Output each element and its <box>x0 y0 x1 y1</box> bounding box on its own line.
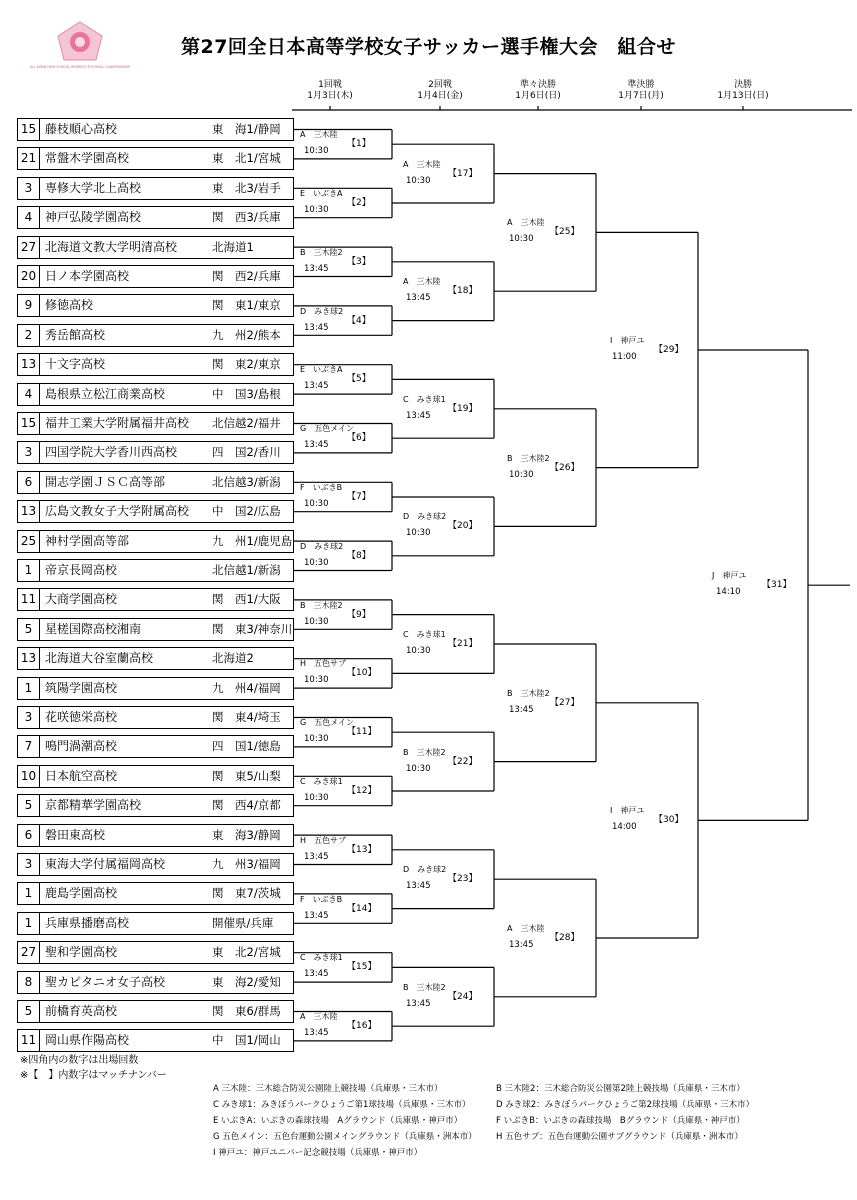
team-appearance-count: 1 <box>18 913 40 934</box>
match-time: 10:30 <box>406 763 431 774</box>
round-name: 2回戦 <box>428 80 452 90</box>
team-name: 神村学園高等部 <box>45 533 130 548</box>
match-number: 【21】 <box>448 639 478 649</box>
match-time: 13:45 <box>509 940 534 950</box>
match-time: 10:30 <box>304 146 329 157</box>
match-venue: C みき球1 <box>300 777 343 786</box>
match-venue: G 五色メイン <box>300 424 355 434</box>
team-region: 北海道1 <box>212 239 254 254</box>
match-venue: F いぶきB <box>300 894 343 904</box>
team-name: 福井工業大学附属福井高校 <box>45 416 190 430</box>
team-appearance-count: 5 <box>18 795 40 816</box>
team-appearance-count: 3 <box>18 854 40 875</box>
match-time: 13:45 <box>509 704 534 715</box>
team-region: 九 州4/福岡 <box>212 680 281 695</box>
venue-legend-item: G 五色メイン：五色台運動公園メイングラウンド（兵庫県・洲本市） <box>213 1132 477 1142</box>
venue-legend-item: H 五色サブ：五色台運動公園サブグラウンド（兵庫県・洲本市） <box>496 1132 743 1142</box>
team-appearance-count: 4 <box>18 207 40 228</box>
match-time: 13:45 <box>304 381 329 392</box>
team-name: 日ノ本学園高校 <box>45 269 130 283</box>
match-time: 13:45 <box>304 969 329 980</box>
team-appearance-count: 9 <box>18 295 40 316</box>
team-name: 前橋育英高校 <box>45 1004 118 1018</box>
team-name: 北海道大谷室蘭高校 <box>45 651 154 666</box>
team-region: 関 東7/茨城 <box>212 886 281 901</box>
team-name: 十文字高校 <box>45 357 106 372</box>
match-venue: C みき球1 <box>300 953 343 963</box>
match-time: 13:45 <box>406 998 431 1009</box>
venue-legend-item: A 三木陸：三木総合防災公園陸上競技場（兵庫県・三木市） <box>213 1084 443 1094</box>
team-name: 神戸弘陵学園高校 <box>45 210 142 225</box>
match-time: 13:45 <box>304 910 329 921</box>
match-time: 11:00 <box>612 352 637 362</box>
match-number: 【14】 <box>347 903 377 914</box>
match-venue: D みき球2 <box>403 865 447 875</box>
team-region: 東 北2/宮城 <box>212 945 281 960</box>
team-appearance-count: 6 <box>18 825 40 846</box>
match-number: 【17】 <box>448 168 478 179</box>
round-date: 1月13日(日) <box>717 91 769 101</box>
team-region: 関 西4/京都 <box>212 798 281 813</box>
match-time: 10:30 <box>304 734 329 745</box>
match-time: 10:30 <box>304 675 329 686</box>
match-venue: B 三木陸2 <box>507 453 550 463</box>
team-region: 四 国1/徳島 <box>212 739 281 754</box>
match-venue: J 神戸ユ <box>712 571 747 581</box>
page-title: 第27回全日本高等学校女子サッカー選手権大会 組合せ <box>180 36 677 58</box>
match-number: 【4】 <box>347 315 371 326</box>
match-venue: I 神戸ユ <box>610 336 645 345</box>
team-appearance-count: 5 <box>18 619 40 640</box>
match-number: 【7】 <box>347 492 371 502</box>
team-name: 磐田東高校 <box>45 827 106 842</box>
team-appearance-count: 1 <box>18 883 40 904</box>
logo-text: ALL JAPAN HIGH SCHOOL WOMEN'S FOOTBALL CHAMPIONSHIP <box>30 65 130 69</box>
team-appearance-count: 27 <box>18 942 40 963</box>
match-time: 10:30 <box>406 175 431 186</box>
match-time: 10:30 <box>509 234 534 245</box>
team-name: 筑陽学園高校 <box>45 680 118 695</box>
match-number: 【28】 <box>550 933 580 943</box>
venue-legend-item: I 神戸ユ：神戸ユニバー記念競技場（兵庫県・神戸市） <box>213 1148 423 1158</box>
team-region: 九 州3/福岡 <box>212 857 281 871</box>
team-region: 関 東6/群馬 <box>212 1004 281 1018</box>
team-name: 広島文教女子大学附属高校 <box>45 504 190 519</box>
match-time: 13:45 <box>304 322 329 333</box>
team-region: 九 州2/熊本 <box>212 327 281 342</box>
team-name: 京都精華学園高校 <box>45 798 142 813</box>
match-number: 【2】 <box>347 198 371 208</box>
match-time: 13:45 <box>304 1028 329 1039</box>
team-appearance-count: 8 <box>18 972 40 993</box>
team-name: 開志学園ＪＳＣ高等部 <box>45 474 166 489</box>
match-venue: G 五色メイン <box>300 718 355 728</box>
match-number: 【24】 <box>448 991 478 1002</box>
team-region: 中 国2/広島 <box>212 504 281 519</box>
match-venue: A 三木陸 <box>300 130 338 140</box>
match-venue: B 三木陸2 <box>403 747 446 757</box>
match-venue: H 五色サブ <box>300 659 347 669</box>
match-number: 【25】 <box>550 227 580 238</box>
team-appearance-count: 1 <box>18 560 40 581</box>
venue-legend-item: C みき球1：みきぼうパークひょうご第1球技場（兵庫県・三木市） <box>213 1100 471 1110</box>
team-name: 岡山県作陽高校 <box>45 1033 130 1048</box>
match-venue: B 三木陸2 <box>300 247 343 257</box>
team-name: 聖カピタニオ女子高校 <box>45 974 166 989</box>
team-name: 修徳高校 <box>45 298 94 313</box>
match-number: 【5】 <box>347 374 371 385</box>
match-number: 【26】 <box>550 462 580 473</box>
team-appearance-count: 10 <box>18 766 40 787</box>
match-time: 10:30 <box>509 469 534 480</box>
match-time: 10:30 <box>406 646 431 656</box>
match-number: 【10】 <box>347 668 377 679</box>
team-region: 開催県/兵庫 <box>212 915 274 930</box>
match-number: 【6】 <box>347 433 371 444</box>
team-region: 九 州1/鹿児島 <box>212 533 293 548</box>
team-region: 東 北3/岩手 <box>212 180 281 195</box>
team-region: 北信越1/新潟 <box>212 563 281 577</box>
venue-legend-item: D みき球2：みきぼうパークひょうご第2球技場（兵庫県・三木市） <box>496 1100 755 1110</box>
team-region: 四 国2/香川 <box>212 445 281 460</box>
team-region: 関 東2/東京 <box>212 357 281 372</box>
match-number: 【11】 <box>347 727 377 738</box>
team-appearance-count: 5 <box>18 1001 40 1022</box>
note-match-number: ※【 】内数字はマッチナンバー <box>20 1070 167 1081</box>
team-region: 東 海1/静岡 <box>212 122 281 136</box>
team-region: 関 東4/埼玉 <box>212 710 281 724</box>
match-venue: I 神戸ユ <box>610 806 645 816</box>
match-number: 【30】 <box>654 815 684 826</box>
match-venue: D みき球2 <box>403 512 447 522</box>
team-name: 常盤木学園高校 <box>45 151 130 166</box>
team-appearance-count: 21 <box>18 148 40 169</box>
round-name: 準決勝 <box>627 80 655 90</box>
match-venue: H 五色サブ <box>300 835 347 845</box>
team-appearance-count: 3 <box>18 707 40 728</box>
team-region: 北信越3/新潟 <box>212 474 281 489</box>
team-region: 関 東3/神奈川 <box>212 621 293 636</box>
match-number: 【27】 <box>550 697 580 708</box>
round-date: 1月4日(金) <box>417 91 463 101</box>
team-name: 帝京長岡高校 <box>45 563 118 577</box>
match-time: 10:30 <box>304 499 329 509</box>
team-appearance-count: 2 <box>18 325 40 346</box>
match-time: 10:30 <box>304 557 329 568</box>
match-venue: A 三木陸 <box>403 159 441 169</box>
match-venue: A 三木陸 <box>300 1012 338 1022</box>
team-name: 専修大学北上高校 <box>45 180 142 195</box>
team-name: 島根県立松江商業高校 <box>45 386 166 401</box>
match-time: 13:45 <box>406 881 431 892</box>
match-time: 13:45 <box>304 440 329 451</box>
team-name: 四国学院大学香川西高校 <box>45 445 178 460</box>
match-venue: D みき球2 <box>300 306 344 316</box>
team-appearance-count: 6 <box>18 472 40 493</box>
venue-legend-item: E いぶきA：いぶきの森球技場 Aグラウンド（兵庫県・神戸市） <box>213 1116 463 1126</box>
team-region: 東 海2/愛知 <box>212 974 281 989</box>
match-time: 10:30 <box>304 205 329 215</box>
match-venue: B 三木陸2 <box>403 982 446 992</box>
match-time: 13:45 <box>304 851 329 862</box>
team-name: 聖和学園高校 <box>45 945 118 960</box>
match-venue: B 三木陸2 <box>507 688 550 698</box>
team-name: 日本航空高校 <box>45 768 118 783</box>
team-appearance-count: 1 <box>18 678 40 699</box>
team-appearance-count: 25 <box>18 531 40 552</box>
match-number: 【16】 <box>347 1021 377 1032</box>
team-name: 藤枝順心高校 <box>45 122 118 136</box>
note-appearance-count: ※四角内の数字は出場回数 <box>20 1055 139 1066</box>
team-region: 中 国3/島根 <box>212 386 281 401</box>
match-time: 13:45 <box>304 263 329 274</box>
match-time: 10:30 <box>304 616 329 627</box>
round-name: 1回戦 <box>318 80 342 90</box>
team-region: 東 北1/宮城 <box>212 151 281 166</box>
match-number: 【15】 <box>347 962 377 973</box>
match-venue: A 三木陸 <box>507 924 545 933</box>
team-name: 鳴門渦潮高校 <box>45 739 118 754</box>
match-number: 【20】 <box>448 521 478 532</box>
team-region: 関 東1/東京 <box>212 298 281 313</box>
team-appearance-count: 13 <box>18 501 40 522</box>
match-venue: B 三木陸2 <box>300 600 343 610</box>
round-date: 1月3日(木) <box>307 91 353 101</box>
venue-legend-item: B 三木陸2：三木総合防災公園第2陸上競技場（兵庫県・三木市） <box>496 1084 745 1094</box>
match-time: 14:00 <box>612 822 637 833</box>
team-region: 北信越2/福井 <box>212 416 281 430</box>
match-number: 【8】 <box>347 550 371 561</box>
match-number: 【12】 <box>347 786 377 796</box>
team-name: 大商学園高校 <box>45 592 118 607</box>
team-appearance-count: 4 <box>18 384 40 405</box>
match-time: 10:30 <box>406 528 431 539</box>
round-date: 1月7日(月) <box>618 91 664 101</box>
team-region: 関 東5/山梨 <box>212 768 281 783</box>
match-number: 【1】 <box>347 139 371 150</box>
team-region: 北海道2 <box>212 651 254 666</box>
team-appearance-count: 7 <box>18 736 40 757</box>
team-name: 鹿島学園高校 <box>45 886 118 901</box>
match-number: 【13】 <box>347 844 377 855</box>
team-appearance-count: 13 <box>18 648 40 669</box>
match-number: 【19】 <box>448 403 478 414</box>
match-venue: D みき球2 <box>300 541 344 551</box>
match-time: 13:45 <box>406 410 431 421</box>
team-name: 北海道文教大学明清高校 <box>45 239 178 254</box>
match-number: 【23】 <box>448 874 478 885</box>
team-region: 中 国1/岡山 <box>212 1033 281 1048</box>
venue-legend-item: F いぶきB：いぶきの森球技場 Bグラウンド（兵庫県・神戸市） <box>496 1116 745 1126</box>
team-region: 東 海3/静岡 <box>212 827 281 842</box>
match-venue: C みき球1 <box>403 630 446 639</box>
team-appearance-count: 15 <box>18 413 40 434</box>
match-number: 【29】 <box>654 345 684 355</box>
team-name: 兵庫県播磨高校 <box>45 915 130 930</box>
round-date: 1月6日(日) <box>515 91 561 101</box>
match-number: 【31】 <box>762 580 792 591</box>
match-venue: A 三木陸 <box>507 218 545 228</box>
team-name: 東海大学付属福岡高校 <box>45 857 166 871</box>
match-number: 【18】 <box>448 286 478 297</box>
match-number: 【3】 <box>347 256 371 267</box>
team-appearance-count: 15 <box>18 119 40 140</box>
match-venue: A 三木陸 <box>403 277 441 287</box>
match-time: 13:45 <box>406 293 431 304</box>
match-number: 【9】 <box>347 609 371 620</box>
round-name: 準々決勝 <box>519 80 556 90</box>
match-time: 10:30 <box>304 793 329 803</box>
round-name: 決勝 <box>733 80 752 90</box>
team-name: 花咲徳栄高校 <box>45 710 118 724</box>
match-venue: C みき球1 <box>403 394 446 404</box>
team-appearance-count: 13 <box>18 354 40 375</box>
team-appearance-count: 11 <box>18 589 40 610</box>
match-venue: E いぶきA <box>300 365 343 375</box>
team-appearance-count: 3 <box>18 178 40 199</box>
match-venue: F いぶきB <box>300 483 343 492</box>
team-appearance-count: 3 <box>18 442 40 463</box>
team-region: 関 西1/大阪 <box>212 592 281 607</box>
team-name: 秀岳館高校 <box>45 327 106 342</box>
team-appearance-count: 11 <box>18 1030 40 1051</box>
team-appearance-count: 20 <box>18 266 40 287</box>
team-appearance-count: 27 <box>18 237 40 258</box>
team-name: 星槎国際高校湘南 <box>45 621 142 636</box>
team-region: 関 西2/兵庫 <box>212 269 281 283</box>
team-region: 関 西3/兵庫 <box>212 210 281 225</box>
match-venue: E いぶきA <box>300 189 343 198</box>
match-number: 【22】 <box>448 756 478 767</box>
match-time: 14:10 <box>716 587 741 598</box>
